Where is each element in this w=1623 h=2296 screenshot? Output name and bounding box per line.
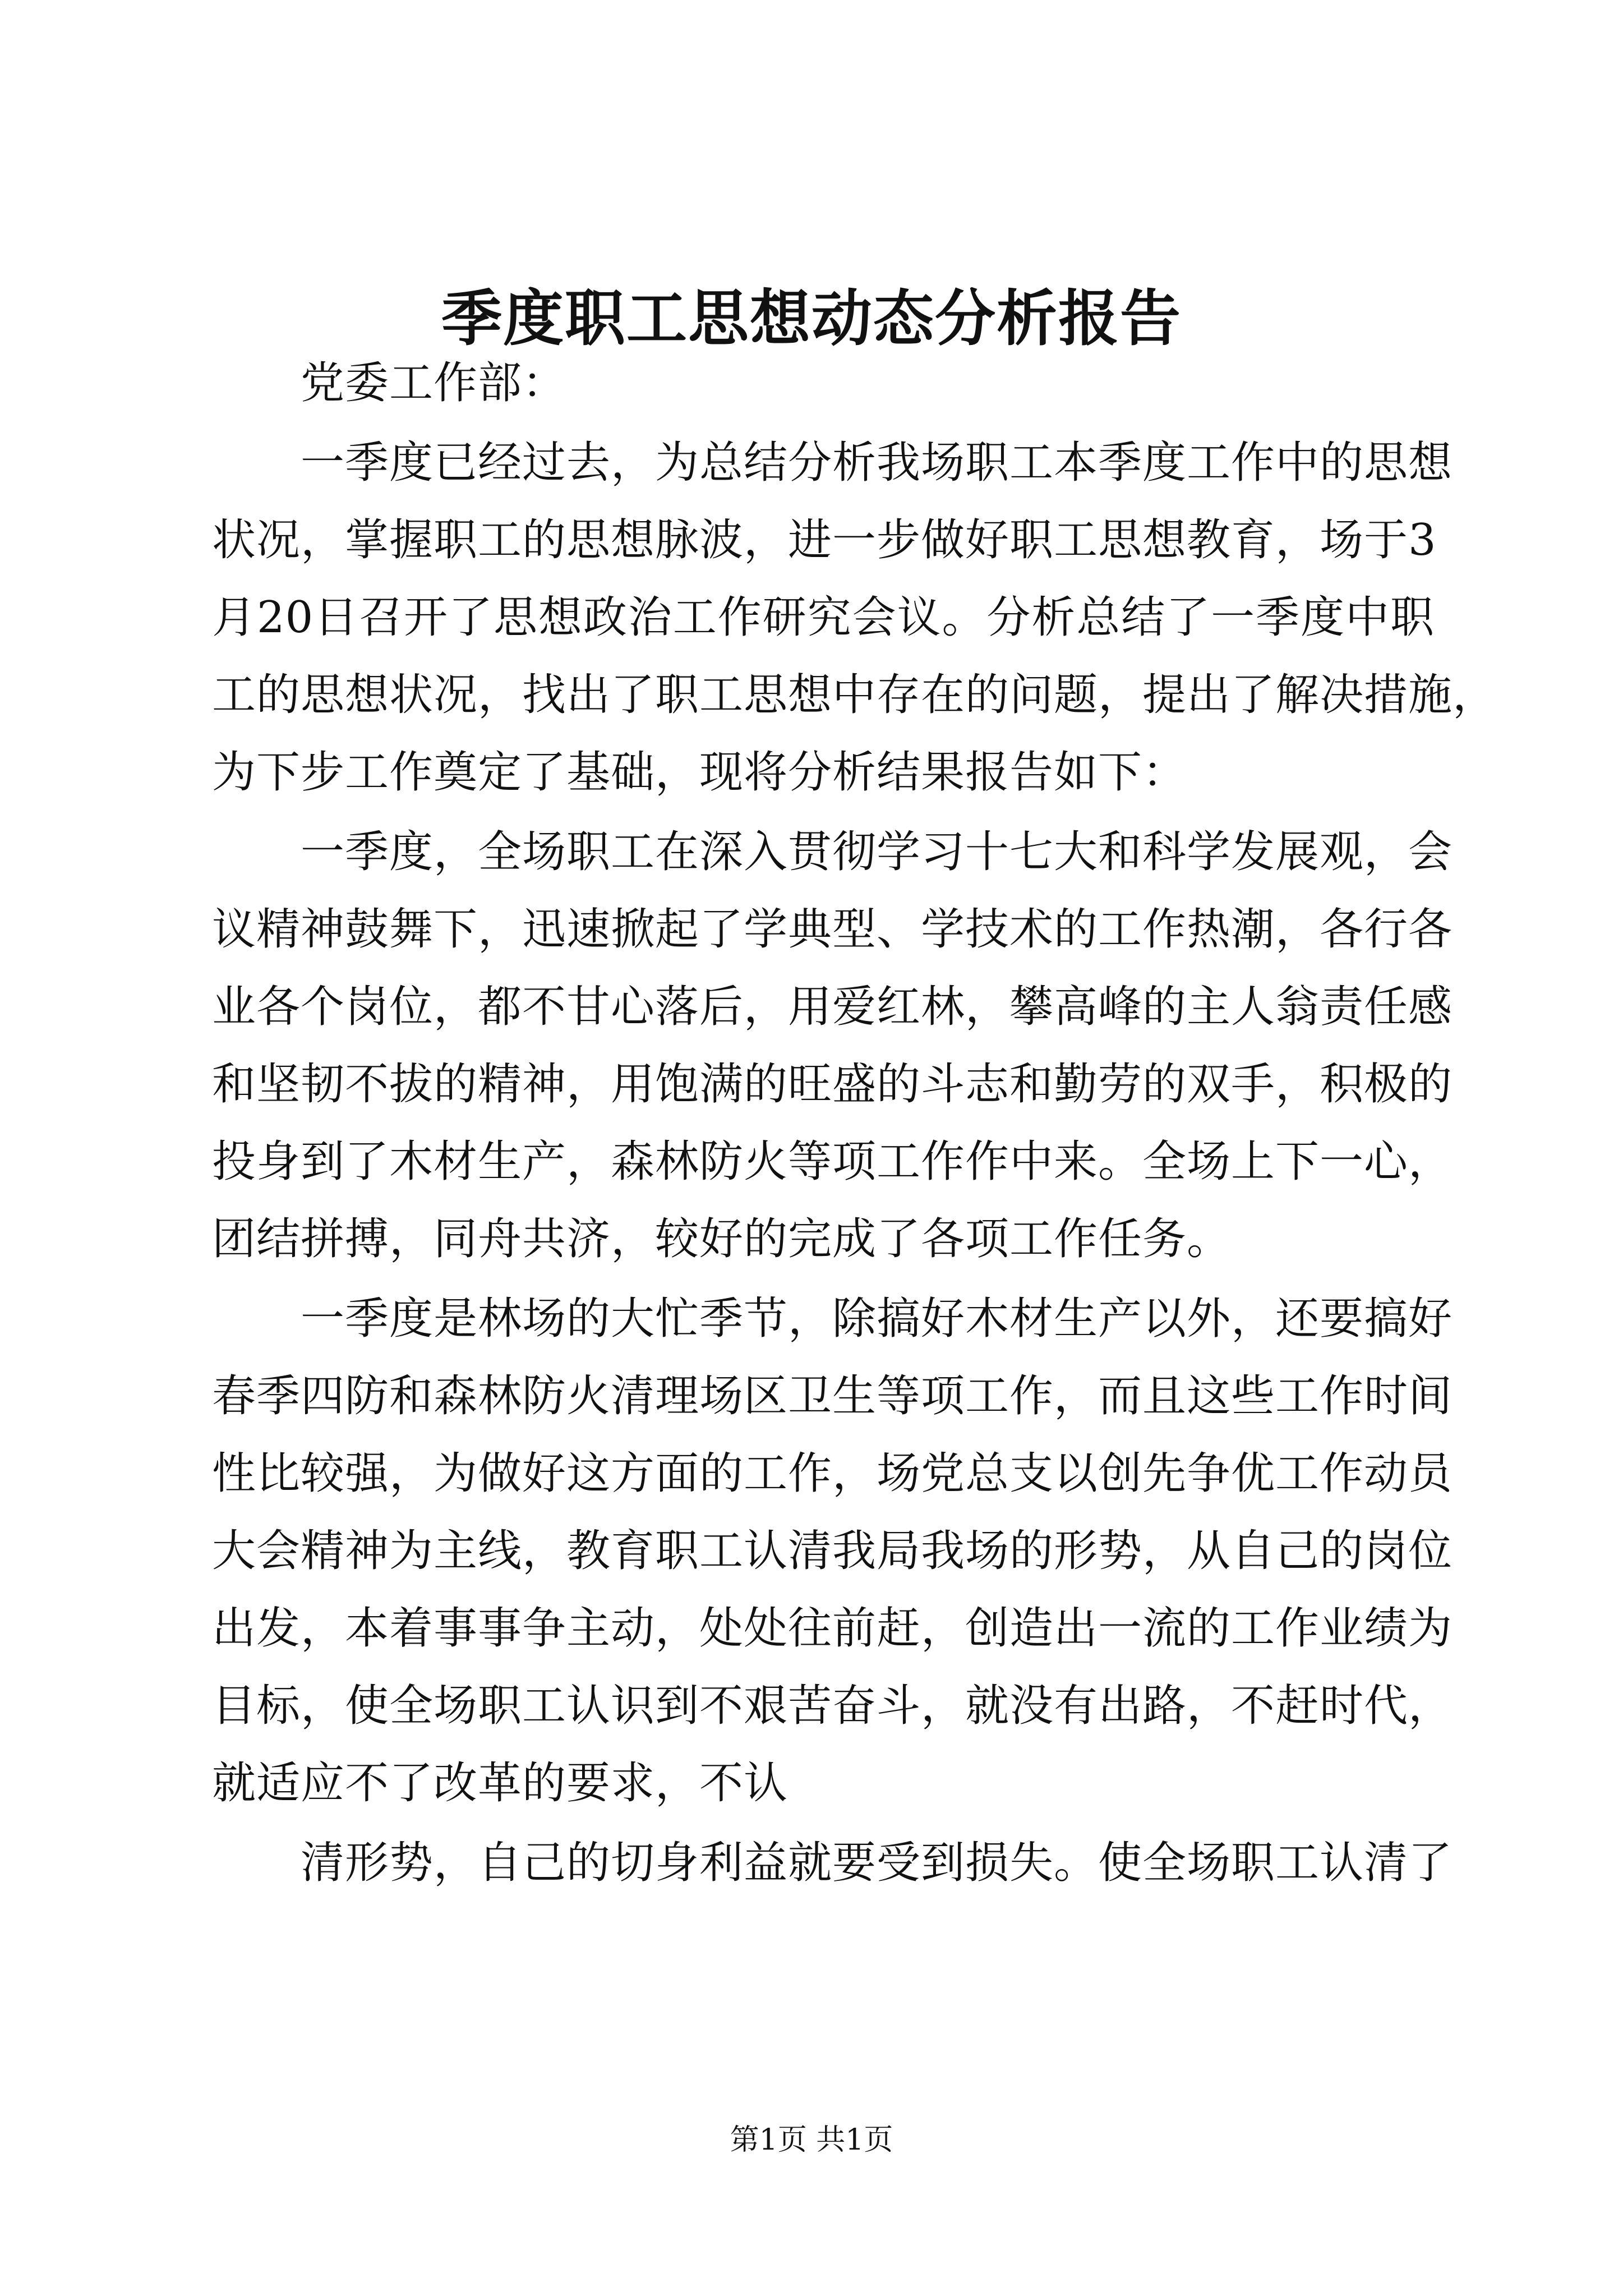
paragraph-line: 目标，使全场职工认识到不艰苦奋斗，就没有出路，不赶时代， — [212, 1681, 1453, 1731]
paragraph-line: 业各个岗位，都不甘心落后，用爱红林，攀高峰的主人翁责任感 — [212, 982, 1453, 1032]
paragraph-line: 状况，掌握职工的思想脉波，进一步做好职工思想教育，场于3 — [212, 515, 1437, 565]
salutation: 党委工作部： — [301, 358, 567, 408]
paragraph-line: 工的思想状况，找出了职工思想中存在的问题，提出了解决措施， — [212, 670, 1497, 720]
paragraph-line: 就适应不了改革的要求，不认 — [212, 1758, 789, 1809]
paragraph-line: 为下步工作奠定了基础，现将分析结果报告如下： — [212, 747, 1187, 798]
paragraph-line: 春季四防和森林防火清理场区卫生等项工作，而且这些工作时间 — [212, 1371, 1453, 1421]
paragraph-line: 团结拼搏，同舟共济，较好的完成了各项工作任务。 — [212, 1214, 1232, 1264]
paragraph-line: 大会精神为主线，教育职工认清我局我场的形势，从自己的岗位 — [212, 1526, 1453, 1576]
paragraph-line: 出发，本着事事争主动，处处往前赶，创造出一流的工作业绩为 — [212, 1603, 1453, 1654]
paragraph-line: 和坚韧不拔的精神，用饱满的旺盛的斗志和勤劳的双手，积极的 — [212, 1059, 1453, 1110]
paragraph-line: 性比较强，为做好这方面的工作，场党总支以创先争优工作动员 — [212, 1448, 1453, 1499]
paragraph-line: 清形势，自己的切身利益就要受到损失。使全场职工认清了 — [301, 1838, 1453, 1888]
paragraph-line: 一季度是林场的大忙季节，除搞好木材生产以外，还要搞好 — [301, 1294, 1453, 1344]
paragraph-line: 月20日召开了思想政治工作研究会议。分析总结了一季度中职 — [212, 592, 1435, 643]
paragraph-line: 投身到了木材生产，森林防火等项工作作中来。全场上下一心， — [212, 1137, 1453, 1187]
paragraph-line: 一季度已经过去，为总结分析我场职工本季度工作中的思想 — [301, 438, 1453, 488]
paragraph-line: 一季度，全场职工在深入贯彻学习十七大和科学发展观，会 — [301, 827, 1453, 877]
document-title: 季度职工思想动态分析报告 — [441, 283, 1182, 354]
page-number-footer: 第1页 共1页 — [730, 2123, 893, 2157]
paragraph-line: 议精神鼓舞下，迅速掀起了学典型、学技术的工作热潮，各行各 — [212, 904, 1453, 955]
